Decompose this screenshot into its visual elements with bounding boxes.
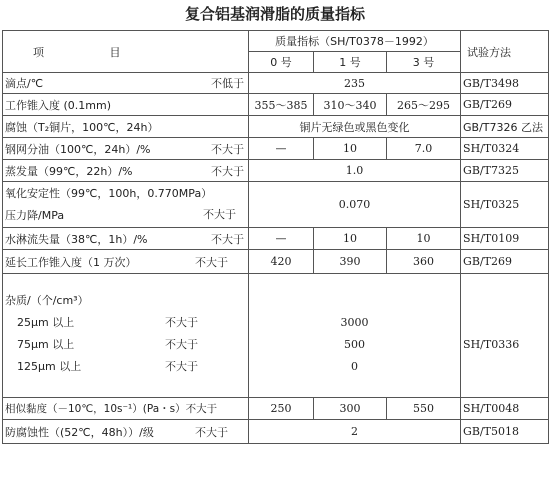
row-label: 相似黏度（－10℃，10s⁻¹）(Pa・s）不大于 bbox=[3, 398, 249, 420]
header-grade-0: 0 号 bbox=[249, 52, 314, 73]
impurity-size: 125μm 以上 bbox=[17, 360, 82, 373]
row-label: 腐蚀（T₂铜片，100℃，24h） bbox=[3, 116, 249, 138]
row-value: 1.0 bbox=[249, 160, 461, 182]
impurity-value: 3000 bbox=[340, 315, 369, 329]
row-condition: 不大于 bbox=[211, 232, 244, 246]
table-row bbox=[3, 138, 549, 160]
row-method: GB/T269 bbox=[461, 94, 549, 116]
row-value-3: 265～295 bbox=[387, 94, 461, 116]
row-value-0: — bbox=[249, 228, 314, 250]
table-row bbox=[3, 73, 549, 94]
impurity-condition: 不大于 bbox=[165, 360, 198, 373]
header-quality: 质量指标（SH/T0378－1992） bbox=[249, 31, 461, 52]
table-row bbox=[3, 160, 549, 182]
impurity-value: 500 bbox=[344, 337, 366, 351]
row-method: SH/T0325 bbox=[461, 182, 549, 228]
row-value-1: 10 bbox=[314, 228, 387, 250]
row-method: SH/T0048 bbox=[461, 398, 549, 420]
row-label bbox=[3, 138, 249, 160]
row-method: GB/T5018 bbox=[461, 420, 549, 444]
table-row bbox=[3, 182, 549, 228]
header-item bbox=[3, 31, 249, 73]
row-value-1: 390 bbox=[314, 250, 387, 274]
row-value: 铜片无绿色或黑色变化 bbox=[249, 116, 461, 138]
row-condition: 不大于 bbox=[203, 208, 236, 221]
row-label bbox=[3, 250, 249, 274]
impurity-condition: 不大于 bbox=[165, 316, 198, 329]
row-condition: 不大于 bbox=[211, 164, 244, 178]
impurity-sub-row bbox=[5, 356, 246, 378]
impurity-value: 0 bbox=[351, 359, 359, 373]
impurity-sub-row bbox=[5, 334, 246, 356]
row-method: GB/T3498 bbox=[461, 73, 549, 94]
header-grade-1: 1 号 bbox=[314, 52, 387, 73]
row-label-text: 延长工作锥入度（1 万次） bbox=[5, 255, 137, 269]
row-value bbox=[249, 274, 461, 398]
row-value: 235 bbox=[249, 73, 461, 94]
impurity-condition: 不大于 bbox=[165, 338, 198, 351]
impurity-size: 25μm 以上 bbox=[17, 316, 75, 329]
row-label-text: 杂质/（个/cm³） bbox=[5, 294, 89, 307]
table-row bbox=[3, 398, 549, 420]
row-label-line-1: 氧化安定性（99℃，100h，0.770MPa） bbox=[5, 186, 213, 200]
row-label: 工作锥入度 (0.1mm) bbox=[3, 94, 249, 116]
row-value: 2 bbox=[249, 420, 461, 444]
impurity-sub-row bbox=[5, 312, 246, 334]
row-method: GB/T7325 bbox=[461, 160, 549, 182]
row-condition: 不低于 bbox=[211, 77, 244, 90]
row-value: 0.070 bbox=[249, 182, 461, 228]
row-condition: 不大于 bbox=[195, 255, 228, 269]
row-label bbox=[3, 182, 249, 228]
row-value-3: 550 bbox=[387, 398, 461, 420]
header-item-char-b: 目 bbox=[109, 45, 121, 59]
impurity-size: 75μm 以上 bbox=[17, 338, 75, 351]
row-method: SH/T0324 bbox=[461, 138, 549, 160]
row-label-line-2: 压力降/MPa bbox=[5, 208, 65, 222]
row-label-text: 水淋流失量（38℃，1h）/% bbox=[5, 232, 148, 246]
table-row bbox=[3, 420, 549, 444]
row-label bbox=[3, 228, 249, 250]
row-value-1: 310～340 bbox=[314, 94, 387, 116]
row-method: SH/T0336 bbox=[461, 274, 549, 398]
row-label-text: 防腐蚀性（(52℃，48h））/级 bbox=[5, 425, 154, 439]
header-grade-3: 3 号 bbox=[387, 52, 461, 73]
table-title: 复合铝基润滑脂的质量指标 bbox=[184, 5, 365, 23]
row-value-1: 10 bbox=[314, 138, 387, 160]
row-label-text: 蒸发量（99℃，22h）/% bbox=[5, 164, 133, 178]
row-label-text: 滴点/℃ bbox=[5, 77, 44, 90]
row-value-1: 300 bbox=[314, 398, 387, 420]
header-item-char-a: 项 bbox=[33, 45, 44, 59]
table-row bbox=[3, 94, 549, 116]
row-value-0: 420 bbox=[249, 250, 314, 274]
row-value-3: 7.0 bbox=[387, 138, 461, 160]
row-label-text: 钢网分油（100℃，24h）/% bbox=[5, 142, 151, 156]
table-row bbox=[3, 116, 549, 138]
table-row bbox=[3, 250, 549, 274]
row-value-0: 355～385 bbox=[249, 94, 314, 116]
row-method: GB/T269 bbox=[461, 250, 549, 274]
table-row bbox=[3, 228, 549, 250]
table-row bbox=[3, 274, 549, 398]
row-method: GB/T7326 乙法 bbox=[461, 116, 549, 138]
row-value-0: 250 bbox=[249, 398, 314, 420]
header-method: 试验方法 bbox=[461, 31, 549, 73]
row-label bbox=[3, 274, 249, 398]
row-value-3: 360 bbox=[387, 250, 461, 274]
row-label bbox=[3, 160, 249, 182]
row-label bbox=[3, 420, 249, 444]
row-condition: 不大于 bbox=[195, 425, 228, 439]
quality-spec-table bbox=[2, 30, 549, 444]
row-condition: 不大于 bbox=[211, 142, 244, 156]
row-value-3: 10 bbox=[387, 228, 461, 250]
row-method: SH/T0109 bbox=[461, 228, 549, 250]
row-label bbox=[3, 73, 249, 94]
row-value-0: — bbox=[249, 138, 314, 160]
